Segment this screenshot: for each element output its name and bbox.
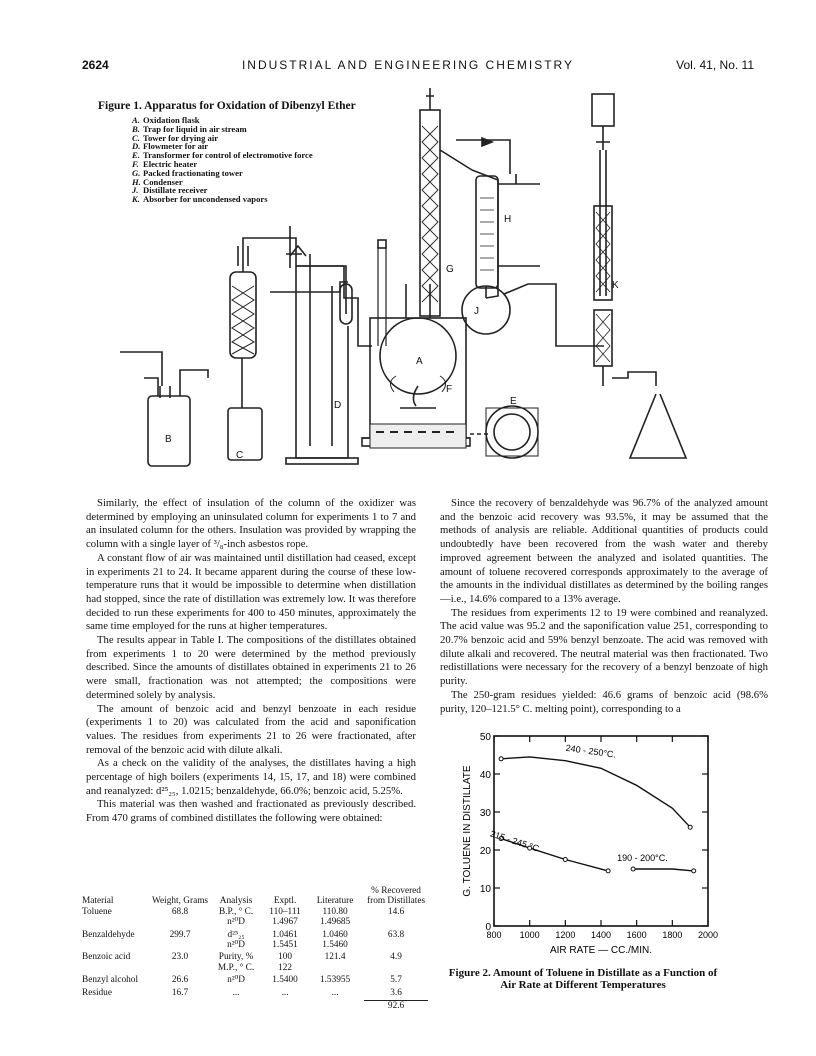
legend-text: Flowmeter for air <box>143 141 209 152</box>
table-row <box>82 952 428 975</box>
legend-key: J. <box>132 185 139 196</box>
distillate-table <box>82 886 428 1011</box>
cell-analysis: B.P., ° C. n²⁰D <box>218 906 254 928</box>
label-j: J <box>474 306 479 317</box>
x-tick-label: 800 <box>486 930 502 940</box>
cell-exptl: 1.5400 <box>272 975 298 986</box>
th-exptl: Exptl. <box>273 896 297 907</box>
y-tick-label: 30 <box>479 808 491 819</box>
label-d: D <box>334 400 342 411</box>
left-column-text <box>86 497 416 826</box>
th-analysis: Analysis <box>219 896 253 907</box>
legend-text: Transformer for control of electromotive force <box>143 150 313 161</box>
legend-text: Tower for drying air <box>143 132 219 143</box>
data-point <box>499 757 503 761</box>
paragraph: A constant flow of air was maintained until distillation had ceased, except in experiments 21 to 24. It became apparent during the course of these low-temperature runs that it would be impossible to determine when distillation had stopped, since the rate of distillation was extremely low. It was therefore decided to run these experiments for 400 to 450 minutes, approximately the same time employed for the runs at higher temperatures. <box>86 551 416 633</box>
cell-recovered: 63.8 <box>387 929 405 940</box>
cell-exptl: ... <box>281 987 289 998</box>
figure2-caption: Figure 2. Amount of Toluene in Distillate as a Function of Air Rate at Different Temperatures <box>448 967 718 991</box>
th-weight: Weight, Grams <box>152 896 209 907</box>
legend-key: G. <box>132 167 141 178</box>
toluene-chart <box>458 730 738 960</box>
cell-weight: 26.6 <box>171 975 189 986</box>
table-row <box>82 988 428 1001</box>
cell-recovered: 4.9 <box>390 952 402 963</box>
table-row <box>82 907 428 930</box>
cell-material: Benzaldehyde <box>82 929 135 940</box>
table-row <box>82 975 428 987</box>
th-recovered: % Recovered from Distillates <box>367 886 426 907</box>
journal-title: INDUSTRIAL AND ENGINEERING CHEMISTRY <box>241 58 575 72</box>
series-label: 215 - 245 °C <box>489 828 541 854</box>
data-point <box>606 869 610 873</box>
legend-text: Condenser <box>143 176 183 187</box>
label-f: F <box>446 384 453 395</box>
x-tick-label: 1600 <box>626 930 647 940</box>
legend-key: C. <box>132 132 140 143</box>
y-tick-label: 20 <box>479 846 491 857</box>
cell-total: 92.6 <box>364 1001 428 1012</box>
condenser <box>476 176 498 288</box>
label-a: A <box>416 356 423 367</box>
legend-text: Distillate receiver <box>143 185 208 196</box>
y-tick-label: 40 <box>479 770 491 781</box>
paragraph: The amount of benzoic acid and benzyl benzoate in each residue (experiments 1 to 20) was calculated from the acid and saponification values. The residues from experiments 21 to 26 were fractionated, after removal of the benzoic acid with dilute alkali. <box>86 702 416 756</box>
th-material: Material <box>82 896 114 907</box>
cell-analysis: d²⁵₂₅ n²⁰D <box>227 929 245 951</box>
cell-exptl: 110–111 1.4967 <box>269 906 301 928</box>
th-literature: Literature <box>316 896 354 907</box>
label-k: K <box>612 280 619 291</box>
cell-material: Benzoic acid <box>82 952 131 963</box>
series-line <box>633 869 694 871</box>
legend-text: Trap for liquid in air stream <box>143 123 247 134</box>
data-point <box>688 825 692 829</box>
legend-key: E. <box>132 150 140 161</box>
legend-text: Oxidation flask <box>143 115 200 125</box>
cell-literature: 110.80 1.49685 <box>319 906 351 928</box>
paragraph: Similarly, the effect of insulation of the column of the oxidizer was determined by employing an uninsulated column for experiments 1 to 7 and an insulated column for the others. Insulation was provided by wrapping the column with a single layer of ³/₈-inch asbestos rope. <box>86 497 416 551</box>
label-h: H <box>504 214 512 225</box>
cell-literature: ... <box>331 987 339 998</box>
y-tick-label: 10 <box>479 884 491 895</box>
page-number: 2624 <box>82 58 109 72</box>
cell-weight: 68.8 <box>171 906 189 917</box>
paragraph: As a check on the validity of the analyses, the distillates having a high percentage of high boilers (experiments 14, 15, 17, and 18) were combined and reanalyzed: d²⁵₂₅, 1.0215; benzaldehyde, 66.0%; benzoic acid, 5.25%. <box>86 757 416 797</box>
label-c: C <box>236 450 244 461</box>
cell-literature: 1.0460 1.5460 <box>322 929 348 951</box>
cell-analysis: Purity, % M.P., ° C. <box>217 952 255 973</box>
x-axis-label: AIR RATE — CC./MIN. <box>549 945 653 956</box>
legend-text: Packed fractionating tower <box>143 167 243 178</box>
cell-material: Residue <box>82 987 112 998</box>
cell-literature: 1.53955 <box>319 975 351 986</box>
legend-key: A. <box>132 115 140 125</box>
label-b: B <box>165 434 172 445</box>
cell-recovered: 5.7 <box>390 975 402 986</box>
cell-recovered: 3.6 <box>390 987 402 998</box>
legend-key: K. <box>132 194 140 205</box>
x-tick-label: 2000 <box>697 930 719 940</box>
legend-text: Electric heater <box>143 158 198 169</box>
paragraph: The 250-gram residues yielded: 46.6 grams of benzoic acid (98.6% purity, 120–121.5° C. melting point), corresponding to a <box>440 688 768 715</box>
cell-analysis: n²⁰D <box>227 975 245 986</box>
data-point <box>631 867 635 871</box>
right-column-text <box>440 497 768 716</box>
label-g: G <box>446 264 454 275</box>
legend-item <box>132 195 313 204</box>
y-axis-label: G. TOLUENE IN DISTILLATE <box>462 765 473 897</box>
legend-key: F. <box>132 158 139 169</box>
series-label: 240 - 250°C. <box>565 742 617 760</box>
legend-key: H. <box>132 176 141 187</box>
cell-analysis: ... <box>232 987 240 998</box>
x-tick-label: 1400 <box>590 930 612 940</box>
cell-exptl: 100 122 <box>278 952 293 973</box>
drying-tower-base <box>228 408 262 460</box>
cell-literature: 121.4 <box>324 952 346 963</box>
cell-recovered: 14.6 <box>387 906 405 917</box>
cell-weight: 23.0 <box>171 952 189 963</box>
paragraph: The results appear in Table I. The compositions of the distillates obtained from experiments 1 to 20 were determined by the method previously described. Since the amounts of distillates obtained in experiments 21 to 26 were small, fractionation was not attempted; the compositions were determined solely by analysis. <box>86 634 416 701</box>
table-row <box>82 930 428 953</box>
cell-material: Toluene <box>82 906 112 917</box>
volume-issue: Vol. 41, No. 11 <box>676 58 754 72</box>
data-point <box>563 858 567 862</box>
paragraph: This material was then washed and fractionated as previously described. From 470 grams of combined distillates the following were obtained: <box>86 798 416 825</box>
x-tick-label: 1000 <box>519 930 540 940</box>
legend-key: B. <box>132 123 140 134</box>
cell-weight: 16.7 <box>171 987 189 998</box>
trap-bottle <box>148 396 190 466</box>
paragraph: Since the recovery of benzaldehyde was 96.7% of the analyzed amount and the benzoic acid recovery was 93.5%, it may be assumed that the methods of analysis are reliable. Additional quantities of products could undoubtedly have been recovered from the wash water and thereby improved agreement between the analyzed and isolated quantities. The amount of toluene recovered corresponds approximately to the average of the amounts in the individual distillates as determined by the boiling ranges—i.e., 14.6% compared to a 13% average. <box>440 497 768 605</box>
paragraph: The residues from experiments 12 to 19 were combined and reanalyzed. The acid value was 95.2 and the saponification value 251, corresponding to 20.7% benzoic acid and 59% benzyl benzoate. The acid was removed with dilute alkali and recovered. The neutral material was then fractionated. Two redistillations were necessary for the recovery of a benzyl benzoate of high purity. <box>440 606 768 688</box>
figure1-legend <box>132 116 313 204</box>
cell-material: Benzyl alcohol <box>82 975 139 986</box>
label-e: E <box>510 396 517 407</box>
cell-exptl: 1.0461 1.5451 <box>272 929 298 951</box>
cell-weight: 299.7 <box>169 929 191 940</box>
plot-frame <box>494 736 708 926</box>
y-tick-label: 50 <box>479 732 491 743</box>
legend-text: Absorber for uncondensed vapors <box>143 194 268 205</box>
figure1-title: Figure 1. Apparatus for Oxidation of Dibenzyl Ether <box>98 100 356 112</box>
series-label: 190 - 200°C. <box>617 853 668 863</box>
series-line <box>501 757 690 827</box>
data-point <box>692 869 696 873</box>
y-tick-label: 0 <box>485 922 491 933</box>
x-tick-label: 1800 <box>662 930 683 940</box>
x-tick-label: 1200 <box>555 930 576 940</box>
legend-key: D. <box>132 141 141 152</box>
